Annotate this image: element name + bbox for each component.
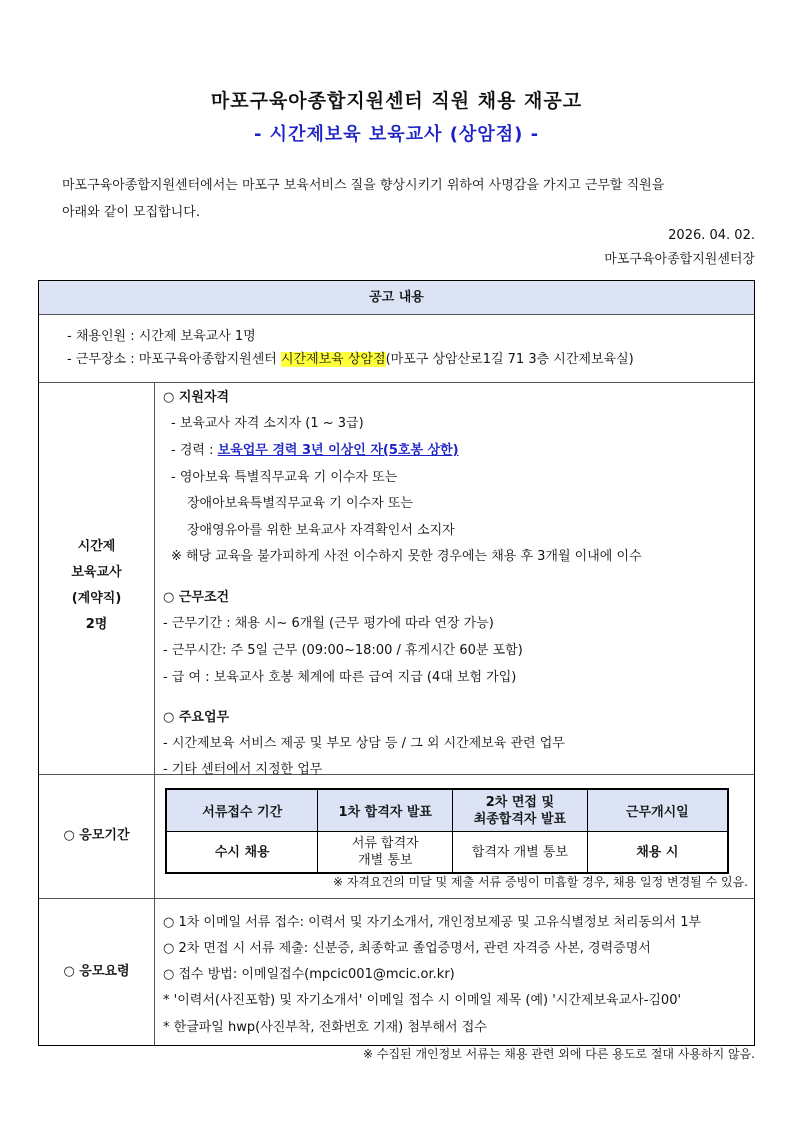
condition-item: - 근무시간: 주 5일 근무 (09:00~18:00 / 휴게시간 60분 포함) — [163, 643, 523, 658]
schedule-cell: 서류 합격자 개별 통보 — [318, 832, 453, 873]
schedule-note: ※ 자격요건의 미달 및 제출 서류 증빙이 미흡할 경우, 채용 일정 변경될 수 있음. — [332, 875, 748, 889]
schedule-cell: 수시 채용 — [167, 832, 318, 873]
apply-item: ○ 2차 면접 시 서류 제출: 신분증, 최종학교 졸업증명서, 관련 자격증 사본, 경력증명서 — [163, 941, 651, 956]
qualification-title: ○ 지원자격 — [163, 390, 230, 405]
qualification-item: - 영아보육 특별직무교육 기 이수자 또는 — [171, 470, 398, 485]
apply-item: * 한글파일 hwp(사진부착, 전화번호 기재) 첨부해서 접수 — [163, 1020, 487, 1035]
recruit-count: - 채용인원 : 시간제 보육교사 1명 — [67, 329, 256, 344]
apply-item: * '이력서(사진포함) 및 자기소개서' 이메일 접수 시 이메일 제목 (예) '시간제보육교사-김00' — [163, 993, 682, 1008]
page-subtitle: - 시간제보육 보육교사 (상암점) - — [253, 124, 540, 145]
page-title: 마포구육아종합지원센터 직원 채용 재공고 — [210, 90, 583, 112]
work-place-highlight: 시간제보육 상암점 — [280, 352, 386, 367]
duty-item: - 시간제보육 서비스 제공 및 부모 상담 등 / 그 외 시간제보육 관련 업무 — [163, 736, 565, 751]
apply-section — [39, 898, 754, 1045]
organization-name: 마포구육아종합지원센터장 — [604, 252, 755, 267]
qualification-note: ※ 해당 교육을 불가피하게 사전 이수하지 못한 경우에는 채용 후 3개월 이내에 이수 — [171, 549, 642, 564]
position-section — [39, 382, 754, 775]
qualification-item: 장애영유아를 위한 보육교사 자격확인서 소지자 — [187, 523, 455, 538]
intro-line-2: 아래와 같이 모집합니다. — [62, 205, 200, 220]
schedule-header: 근무개시일 — [587, 790, 727, 832]
qualification-item: 장애아보육특별직무교육 기 이수자 또는 — [187, 496, 413, 511]
position-label-line-1: 시간제 — [77, 539, 116, 554]
position-label-line-2: 보육교사 — [71, 565, 122, 580]
recruit-section — [39, 314, 754, 383]
position-label-line-3: (계약직) — [71, 591, 122, 606]
duty-item: - 기타 센터에서 지정한 업무 — [163, 762, 323, 777]
career-prefix: - 경력 : — [171, 443, 218, 458]
career-requirement: 보육업무 경력 3년 이상인 자(5호봉 상한) — [217, 443, 459, 458]
apply-item: ○ 1차 이메일 서류 접수: 이력서 및 자기소개서, 개인정보제공 및 고유식별정보 처리동의서 1부 — [163, 915, 702, 930]
work-place — [67, 348, 634, 367]
position-label — [39, 382, 155, 774]
notice-table — [38, 280, 755, 1046]
schedule-cell: 합격자 개별 통보 — [453, 832, 588, 873]
apply-label: ○ 응모요령 — [39, 898, 155, 1045]
intro-paragraph — [62, 172, 752, 226]
schedule-header: 1차 합격자 발표 — [318, 790, 453, 832]
conditions-title: ○ 근무조건 — [163, 590, 230, 605]
qualification-item: - 보육교사 자격 소지자 (1 ~ 3급) — [171, 416, 364, 431]
condition-item: - 급 여 : 보육교사 호봉 체계에 따른 급여 지급 (4대 보험 가입) — [163, 670, 517, 685]
duties-title: ○ 주요업무 — [163, 710, 230, 725]
schedule-header: 서류접수 기간 — [167, 790, 318, 832]
intro-line-1: 마포구육아종합지원센터에서는 마포구 보육서비스 질을 향상시키기 위하여 사명감을 가지고 근무할 직원을 — [62, 178, 665, 193]
period-label: ○ 응모기간 — [39, 774, 155, 898]
schedule-table — [165, 788, 729, 874]
work-place-address: (마포구 상암산로1길 71 3층 시간제보육실) — [385, 352, 634, 367]
privacy-note: ※ 수집된 개인정보 서류는 채용 관련 외에 다른 용도로 절대 사용하지 않음. — [363, 1047, 755, 1061]
schedule-header: 2차 면접 및 최종합격자 발표 — [453, 790, 588, 832]
position-label-line-4: 2명 — [85, 617, 108, 632]
notice-header: 공고 내용 — [39, 281, 754, 315]
notice-date: 2026. 04. 02. — [668, 228, 755, 243]
condition-item: - 근무기간 : 채용 시~ 6개월 (근무 평가에 따라 연장 가능) — [163, 616, 494, 631]
qualification-career — [171, 439, 459, 458]
schedule-cell: 채용 시 — [587, 832, 727, 873]
apply-item: ○ 접수 방법: 이메일접수(mpcic001@mcic.or.kr) — [163, 967, 455, 982]
work-place-prefix: - 근무장소 : 마포구육아종합지원센터 — [67, 352, 281, 367]
